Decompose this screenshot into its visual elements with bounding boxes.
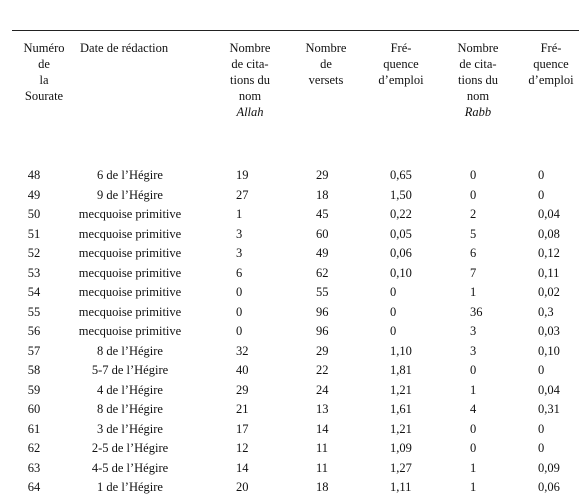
cell-citations-allah: 40: [236, 363, 249, 377]
cell-date: mecquoise primitive: [78, 265, 182, 280]
header-nombre-versets: Nombre de versets: [305, 41, 347, 87]
cell-citations-rabb: 0: [470, 187, 477, 202]
cell-versets: 96: [316, 324, 329, 338]
cell-frequence-rabb: 0,02: [538, 285, 560, 299]
cell-frequence-allah: 0,06: [390, 246, 412, 260]
cell-frequence-allah: 1,10: [390, 343, 412, 358]
cell-numero: 59: [27, 382, 41, 397]
cell-frequence-allah: 1,21: [390, 382, 412, 397]
cell-frequence-rabb: 0,08: [538, 226, 560, 241]
header-citations-allah: [218, 40, 282, 120]
header-citations-rabb-label: Nombre de cita- tions du nom: [457, 41, 499, 103]
table-row: [0, 439, 579, 459]
cell-frequence-allah: 0: [390, 304, 397, 319]
cell-citations-rabb: 5: [470, 226, 477, 241]
cell-frequence-allah: 0: [390, 324, 397, 338]
cell-frequence-rabb: 0: [538, 168, 545, 182]
table-row: [0, 303, 579, 323]
cell-frequence-rabb: 0,10: [538, 343, 560, 358]
cell-date: mecquoise primitive: [78, 285, 182, 299]
cell-citations-rabb: 6: [470, 246, 477, 260]
cell-citations-rabb: 0: [470, 168, 477, 182]
cell-frequence-allah: 1,21: [390, 421, 412, 436]
cell-date: mecquoise primitive: [78, 246, 182, 260]
header-numero-sourate: Numéro de la Sourate: [23, 41, 65, 103]
cell-frequence-rabb: 0: [538, 441, 545, 455]
table-row: [0, 225, 579, 245]
cell-citations-allah: 3: [236, 246, 243, 260]
table-row: [0, 420, 579, 440]
cell-date: mecquoise primitive: [78, 304, 182, 319]
cell-citations-allah: 14: [236, 460, 249, 475]
cell-date: 4-5 de l’Hégire: [91, 460, 169, 475]
header-date-redaction: Date de rédaction: [80, 41, 169, 55]
header-citations-allah-label: Nombre de cita- tions du nom: [229, 41, 271, 103]
cell-citations-allah: 6: [236, 265, 243, 280]
cell-frequence-allah: 1,50: [390, 187, 412, 202]
cell-versets: 11: [316, 460, 329, 475]
cell-citations-rabb: 3: [470, 343, 477, 358]
cell-frequence-allah: 0,65: [390, 168, 412, 182]
cell-versets: 29: [316, 168, 329, 182]
header-rabb-name: Rabb: [464, 105, 492, 119]
table-body: [0, 166, 579, 498]
cell-numero: 60: [27, 402, 41, 416]
cell-frequence-rabb: 0,12: [538, 246, 560, 260]
cell-numero: 64: [27, 480, 41, 494]
cell-numero: 54: [27, 285, 41, 299]
table-row: [0, 478, 579, 498]
cell-citations-allah: 32: [236, 343, 249, 358]
cell-versets: 14: [316, 421, 329, 436]
cell-versets: 24: [316, 382, 329, 397]
cell-frequence-rabb: 0,06: [538, 480, 560, 494]
header-frequence-allah: Fré- quence d’emploi: [378, 41, 424, 87]
cell-date: mecquoise primitive: [78, 226, 182, 241]
cell-frequence-allah: 1,27: [390, 460, 412, 475]
header-frequence-rabb: Fré- quence d’emploi: [528, 41, 574, 87]
table-row: [0, 459, 579, 479]
cell-citations-allah: 20: [236, 480, 249, 494]
cell-numero: 56: [27, 324, 41, 338]
cell-versets: 62: [316, 265, 329, 280]
cell-citations-allah: 29: [236, 382, 249, 397]
table-row: [0, 322, 579, 342]
cell-citations-rabb: 1: [470, 460, 477, 475]
cell-frequence-rabb: 0,04: [538, 207, 560, 221]
cell-citations-rabb: 0: [470, 421, 477, 436]
cell-numero: 49: [27, 187, 41, 202]
table-row: [0, 205, 579, 225]
cell-numero: 62: [27, 441, 41, 455]
cell-versets: 13: [316, 402, 329, 416]
table-row: [0, 381, 579, 401]
cell-date: 2-5 de l’Hégire: [91, 441, 169, 455]
cell-versets: 45: [316, 207, 329, 221]
cell-versets: 22: [316, 363, 329, 377]
cell-numero: 63: [27, 460, 41, 475]
cell-citations-allah: 0: [236, 324, 243, 338]
cell-citations-rabb: 7: [470, 265, 477, 280]
cell-frequence-allah: 1,09: [390, 441, 412, 455]
cell-frequence-rabb: 0: [538, 187, 545, 202]
cell-citations-rabb: 1: [470, 285, 477, 299]
cell-versets: 55: [316, 285, 329, 299]
cell-frequence-allah: 1,11: [390, 480, 412, 494]
cell-citations-rabb: 4: [470, 402, 477, 416]
cell-versets: 11: [316, 441, 329, 455]
cell-versets: 49: [316, 246, 329, 260]
cell-citations-allah: 3: [236, 226, 243, 241]
cell-citations-rabb: 1: [470, 480, 477, 494]
header-citations-rabb: [444, 40, 512, 120]
cell-citations-rabb: 0: [470, 363, 477, 377]
cell-frequence-rabb: 0: [538, 363, 545, 377]
header-allah-name: Allah: [236, 105, 264, 119]
cell-frequence-rabb: 0,03: [538, 324, 560, 338]
cell-citations-rabb: 3: [470, 324, 477, 338]
cell-citations-allah: 0: [236, 285, 243, 299]
cell-date: 3 de l’Hégire: [97, 421, 163, 436]
table-row: [0, 186, 579, 206]
cell-numero: 57: [27, 343, 41, 358]
cell-frequence-rabb: 0,09: [538, 460, 560, 475]
cell-citations-allah: 1: [236, 207, 243, 221]
table-row: [0, 361, 579, 381]
cell-versets: 29: [316, 343, 329, 358]
cell-date: 5-7 de l’Hégire: [91, 363, 169, 377]
cell-date: 4 de l’Hégire: [97, 382, 163, 397]
cell-frequence-rabb: 0,31: [538, 402, 560, 416]
cell-numero: 52: [27, 246, 41, 260]
table-row: [0, 342, 579, 362]
cell-citations-rabb: 2: [470, 207, 477, 221]
cell-date: 8 de l’Hégire: [97, 343, 163, 358]
cell-citations-allah: 12: [236, 441, 249, 455]
cell-numero: 61: [27, 421, 41, 436]
cell-numero: 50: [27, 207, 41, 221]
cell-frequence-rabb: 0,3: [538, 304, 554, 319]
cell-frequence-allah: 0,22: [390, 207, 412, 221]
cell-date: 9 de l’Hégire: [97, 187, 163, 202]
cell-frequence-allah: 0,10: [390, 265, 412, 280]
cell-citations-allah: 21: [236, 402, 249, 416]
cell-citations-allah: 17: [236, 421, 249, 436]
cell-date: 1 de l’Hégire: [97, 480, 163, 494]
cell-citations-allah: 27: [236, 187, 249, 202]
cell-numero: 55: [27, 304, 41, 319]
cell-frequence-allah: 0: [390, 285, 397, 299]
cell-citations-rabb: 1: [470, 382, 477, 397]
cell-date: mecquoise primitive: [78, 324, 182, 338]
cell-citations-rabb: 0: [470, 441, 477, 455]
cell-versets: 18: [316, 187, 329, 202]
cell-frequence-allah: 0,05: [390, 226, 412, 241]
cell-versets: 60: [316, 226, 329, 241]
cell-numero: 48: [27, 168, 41, 182]
cell-citations-allah: 19: [236, 168, 249, 182]
table-top-rule: [12, 30, 579, 31]
table-row: [0, 283, 579, 303]
table-row: [0, 400, 579, 420]
table-row: [0, 264, 579, 284]
cell-numero: 53: [27, 265, 41, 280]
cell-numero: 51: [27, 226, 41, 241]
table-row: [0, 244, 579, 264]
cell-frequence-allah: 1,61: [390, 402, 412, 416]
cell-frequence-allah: 1,81: [390, 363, 412, 377]
cell-citations-allah: 0: [236, 304, 243, 319]
cell-frequence-rabb: 0: [538, 421, 545, 436]
cell-date: 8 de l’Hégire: [97, 402, 163, 416]
cell-versets: 96: [316, 304, 329, 319]
cell-numero: 58: [27, 363, 41, 377]
table-row: [0, 166, 579, 186]
cell-frequence-rabb: 0,04: [538, 382, 560, 397]
cell-versets: 18: [316, 480, 329, 494]
cell-date: 6 de l’Hégire: [97, 168, 163, 182]
cell-citations-rabb: 36: [470, 304, 483, 319]
cell-date: mecquoise primitive: [78, 207, 182, 221]
cell-frequence-rabb: 0,11: [538, 265, 560, 280]
